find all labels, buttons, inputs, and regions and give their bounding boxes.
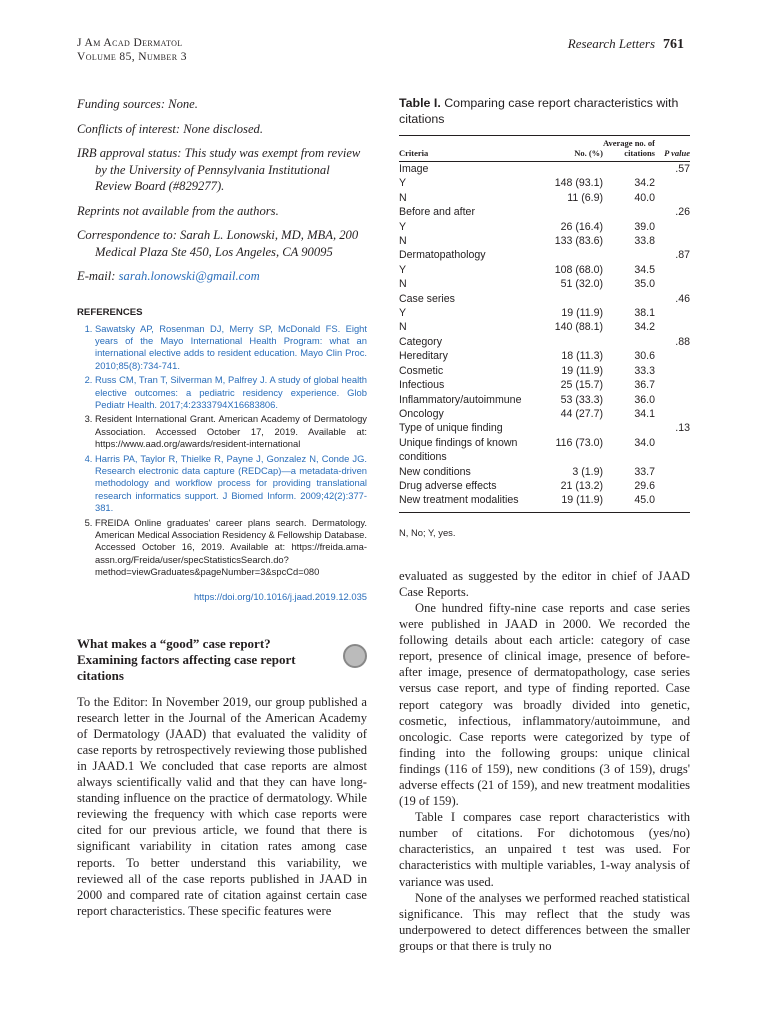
table-label: Table I. [399, 96, 441, 110]
paragraph: evaluated as suggested by the editor in chief of JAAD Case Reports. [399, 568, 690, 599]
row-average-citations: 39.0 [634, 220, 655, 233]
row-criteria: N [399, 278, 407, 291]
table-row [399, 176, 690, 190]
row-p-value: .26 [675, 206, 690, 219]
row-p-value [655, 465, 690, 479]
row-p-value [655, 407, 690, 421]
row-count [541, 421, 603, 435]
row-count: 53 (33.3) [560, 393, 603, 406]
row-count: 51 (32.0) [560, 278, 603, 291]
conflicts-statement: Conflicts of interest: None disclosed. [77, 121, 263, 136]
row-criteria: Y [399, 177, 407, 190]
article-body-right [399, 568, 690, 954]
row-count: 116 (73.0) [555, 436, 603, 449]
table-row [399, 191, 690, 205]
row-criteria: Category [399, 335, 442, 348]
row-p-value [655, 277, 690, 291]
doi-link[interactable]: https://doi.org/10.1016/j.jaad.2019.12.035 [193, 590, 367, 602]
row-average-citations: 34.1 [634, 407, 655, 420]
col-header-p: P value [655, 136, 690, 162]
paragraph: One hundred fifty-nine case reports and case series were published in JAAD in 2000. We recorded the following details about each article: category of case report, presence of clinical image, presence of before-after image, presence of dermatopathology, case series versus case report, and type of finding reported. Case report category was broadly divided into genetic, cosmetic, infectious, inflammatory/autoimmune, and oncologic. Case reports were categorized by type of finding into the following groups: unique clinical findings (116 of 159), new conditions (3 of 159), drugs' adverse effects (21 of 159), and new treatment modalities (19 of 159). [399, 600, 690, 809]
table-row [399, 364, 690, 378]
row-criteria: Y [399, 263, 407, 276]
row-average-citations: 33.8 [634, 235, 655, 248]
paragraph: None of the analyses we performed reached statistical significance. This may reflect that the study was underpowered to detect differences between the smaller groups or that there is truly no [399, 890, 690, 953]
table-row [399, 393, 690, 407]
row-p-value [655, 176, 690, 190]
table-row [399, 277, 690, 291]
reference-item[interactable]: 2. Russ CM, Tran T, Silverman M, Palfrey J. A study of global health elective outcomes: a pediatric residency experience. Glob Pediatr Health. 2017;4:2333794X16683806. [95, 374, 367, 411]
table-footnote: N, No; Y, yes. [399, 526, 456, 538]
row-p-value [655, 393, 690, 407]
table-row [399, 162, 690, 177]
table-row [399, 436, 690, 465]
table-row [399, 263, 690, 277]
running-header-journal [77, 36, 187, 64]
crossmark-icon[interactable] [343, 644, 367, 668]
row-p-value [655, 234, 690, 248]
table-row [399, 220, 690, 234]
row-average-citations: 33.7 [634, 465, 655, 478]
row-average-citations [603, 205, 655, 219]
row-criteria: Image [399, 163, 429, 175]
col-header-no: No. (%) [541, 136, 603, 162]
row-count [541, 335, 603, 349]
row-p-value: .46 [675, 292, 690, 305]
row-count: 3 (1.9) [572, 465, 603, 478]
table-row [399, 465, 690, 479]
reference-item[interactable]: 4. Harris PA, Taylor R, Thielke R, Payne J, Gonzalez N, Conde JG. Research electronic data capture (REDCap)—a metadata-driven methodology and workflow process for providing translational research informatics support. J Biomed Inform. 2009;42(2):377-381. [95, 453, 367, 515]
row-criteria: Hereditary [399, 350, 448, 363]
row-criteria: Infectious [399, 379, 445, 392]
row-count: 133 (83.6) [554, 235, 603, 248]
row-average-citations: 34.2 [634, 321, 655, 334]
table-row [399, 378, 690, 392]
row-count [541, 248, 603, 262]
row-criteria: New treatment modalities [399, 493, 541, 512]
table-caption-text: Comparing case report characteristics with citations [399, 96, 679, 126]
row-criteria: Inflammatory/autoimmune [399, 393, 522, 406]
row-count: 108 (68.0) [554, 263, 603, 276]
row-criteria: Unique findings of known conditions [399, 436, 518, 464]
comparison-table [399, 135, 690, 513]
references-list [77, 323, 367, 579]
row-p-value [655, 263, 690, 277]
row-criteria: Dermatopathology [399, 249, 486, 262]
row-average-citations: 34.0 [634, 436, 655, 449]
col-header-criteria: Criteria [399, 136, 541, 162]
row-p-value [655, 378, 690, 392]
row-average-citations [603, 292, 655, 306]
row-average-citations [603, 162, 655, 177]
row-criteria: Drug adverse effects [399, 479, 497, 492]
journal-volume: Volume 85, Number 3 [77, 51, 187, 63]
section-name: Research Letters [567, 36, 655, 51]
row-count: 26 (16.4) [560, 220, 603, 233]
row-p-value [655, 349, 690, 363]
row-average-citations: 40.0 [634, 191, 655, 204]
row-average-citations: 38.1 [634, 307, 655, 320]
article-title: What makes a “good” case report? Examining factors affecting case report citations [77, 635, 296, 683]
table-row [399, 479, 690, 493]
row-count: 19 (11.9) [561, 307, 603, 320]
table-row [399, 234, 690, 248]
row-p-value [655, 364, 690, 378]
row-p-value: .88 [675, 335, 690, 348]
row-criteria: Y [399, 220, 407, 233]
row-count [541, 292, 603, 306]
journal-name: J Am Acad Dermatol [77, 37, 183, 49]
row-count [541, 205, 603, 219]
row-count: 11 (6.9) [567, 191, 603, 204]
reprints-statement: Reprints not available from the authors. [77, 203, 279, 218]
row-criteria: N [399, 235, 407, 248]
table-row [399, 407, 690, 421]
row-count: 148 (93.1) [554, 177, 603, 190]
table-row [399, 306, 690, 320]
email-line [77, 268, 367, 285]
running-header-section [568, 36, 684, 53]
row-p-value [655, 320, 690, 334]
table-row [399, 320, 690, 334]
row-count: 18 (11.3) [561, 350, 603, 363]
irb-statement: IRB approval status: This study was exempt from review by the University of Pennsylvania Institutional Review Board (#829277). [77, 146, 361, 193]
table-row [399, 421, 690, 435]
paragraph: Table I compares case report characteristics with number of citations. For dichotomous (yes/no) characteristics, an unpaired t test was used. For characteristics with multiple variables, 1-way analysis of variance was used. [399, 810, 690, 889]
row-criteria: N [399, 321, 407, 334]
row-criteria: Cosmetic [399, 364, 444, 377]
table-row [399, 349, 690, 363]
row-count: 44 (27.7) [560, 407, 603, 420]
row-p-value [655, 493, 690, 512]
table-row [399, 292, 690, 306]
reference-item: 5. FREIDA Online graduates' career plans search. Dermatology. American Medical Association Residency & Fellowship Database. Accessed October 16, 2019. Available at: https://freida.ama-assn.org/Freida/user/specStatisticsSearch.do?method=viewGraduates&pageNumber=3&spcCd=080 [95, 517, 367, 579]
row-average-citations: 30.6 [634, 350, 655, 363]
row-average-citations: 29.6 [634, 479, 655, 492]
row-average-citations [603, 335, 655, 349]
row-criteria: Y [399, 307, 407, 320]
row-average-citations: 45.0 [603, 493, 655, 512]
row-p-value: .13 [675, 422, 690, 435]
email-link[interactable]: sarah.lonowski@gmail.com [118, 269, 260, 283]
row-count: 19 (11.9) [561, 364, 603, 377]
table-header-row [399, 136, 690, 162]
funding-statement: Funding sources: None. [77, 97, 198, 111]
row-criteria: New conditions [399, 465, 471, 478]
row-p-value [655, 479, 690, 493]
reference-item[interactable]: 1. Sawatsky AP, Rosenman DJ, Merry SP, McDonald FS. Eight years of the Mayo International Health Program: what an international elective adds to resident education. Mayo Clin Proc. 2010;85(8):734-741. [95, 323, 367, 373]
table-row [399, 335, 690, 349]
page-number: 761 [663, 37, 684, 52]
row-count: 21 (13.2) [560, 479, 603, 492]
row-p-value [655, 436, 690, 465]
table-row [399, 205, 690, 219]
row-criteria: Case series [399, 292, 455, 305]
row-p-value [655, 306, 690, 320]
row-average-citations [603, 248, 655, 262]
row-average-citations: 35.0 [634, 278, 655, 291]
table-caption [399, 96, 690, 127]
correspondence-statement: Correspondence to: Sarah L. Lonowski, MD, MBA, 200 Medical Plaza Ste 450, Los Angeles, CA 90095 [77, 228, 359, 259]
email-label: E-mail: [77, 269, 116, 283]
col-header-avg: Average no. of citations [603, 136, 655, 162]
left-column [77, 96, 367, 919]
row-count [541, 162, 603, 177]
row-average-citations: 36.7 [634, 379, 655, 392]
row-average-citations [603, 421, 655, 435]
row-count: 140 (88.1) [554, 321, 603, 334]
table-row [399, 493, 690, 512]
article-metadata [77, 96, 367, 285]
reference-item: 3. Resident International Grant. American Academy of Dermatology Association. Accessed October 17, 2019. Available at: https://www.aad.org/awards/resident-international [95, 413, 367, 450]
right-column [399, 96, 690, 954]
row-average-citations: 33.3 [634, 364, 655, 377]
table-body [399, 162, 690, 513]
row-p-value [655, 220, 690, 234]
row-p-value [655, 191, 690, 205]
row-count: 25 (15.7) [560, 379, 603, 392]
row-p-value: .57 [675, 163, 690, 175]
row-average-citations: 34.5 [634, 263, 655, 276]
row-criteria: Oncology [399, 407, 444, 420]
row-p-value: .87 [675, 249, 690, 262]
references-heading: REFERENCES [77, 306, 143, 318]
row-average-citations: 34.2 [634, 177, 655, 190]
row-average-citations: 36.0 [634, 393, 655, 406]
row-criteria: Type of unique finding [399, 422, 503, 435]
article-body-left: To the Editor: In November 2019, our group published a research letter in the Journal of the American Academy of Dermatology (JAAD) that evaluated the validity of case reports by retrospectively reviewing those published in JAAD.1 We concluded that case reports are almost always scientifically valid and that they can have long-standing influence on the practice of dermatology. While reviewing the frequency with which case reports were cited for our previous article, we found that there is significant variability in citation rates among case reports. To better understand this variability, we reviewed all of the case reports published in JAAD in 2000 and compared rate of citation against certain case report characteristics. These specific features were [77, 694, 367, 918]
row-criteria: N [399, 191, 407, 204]
row-criteria: Before and after [399, 206, 475, 219]
row-count: 19 (11.9) [541, 493, 603, 512]
table-row [399, 248, 690, 262]
